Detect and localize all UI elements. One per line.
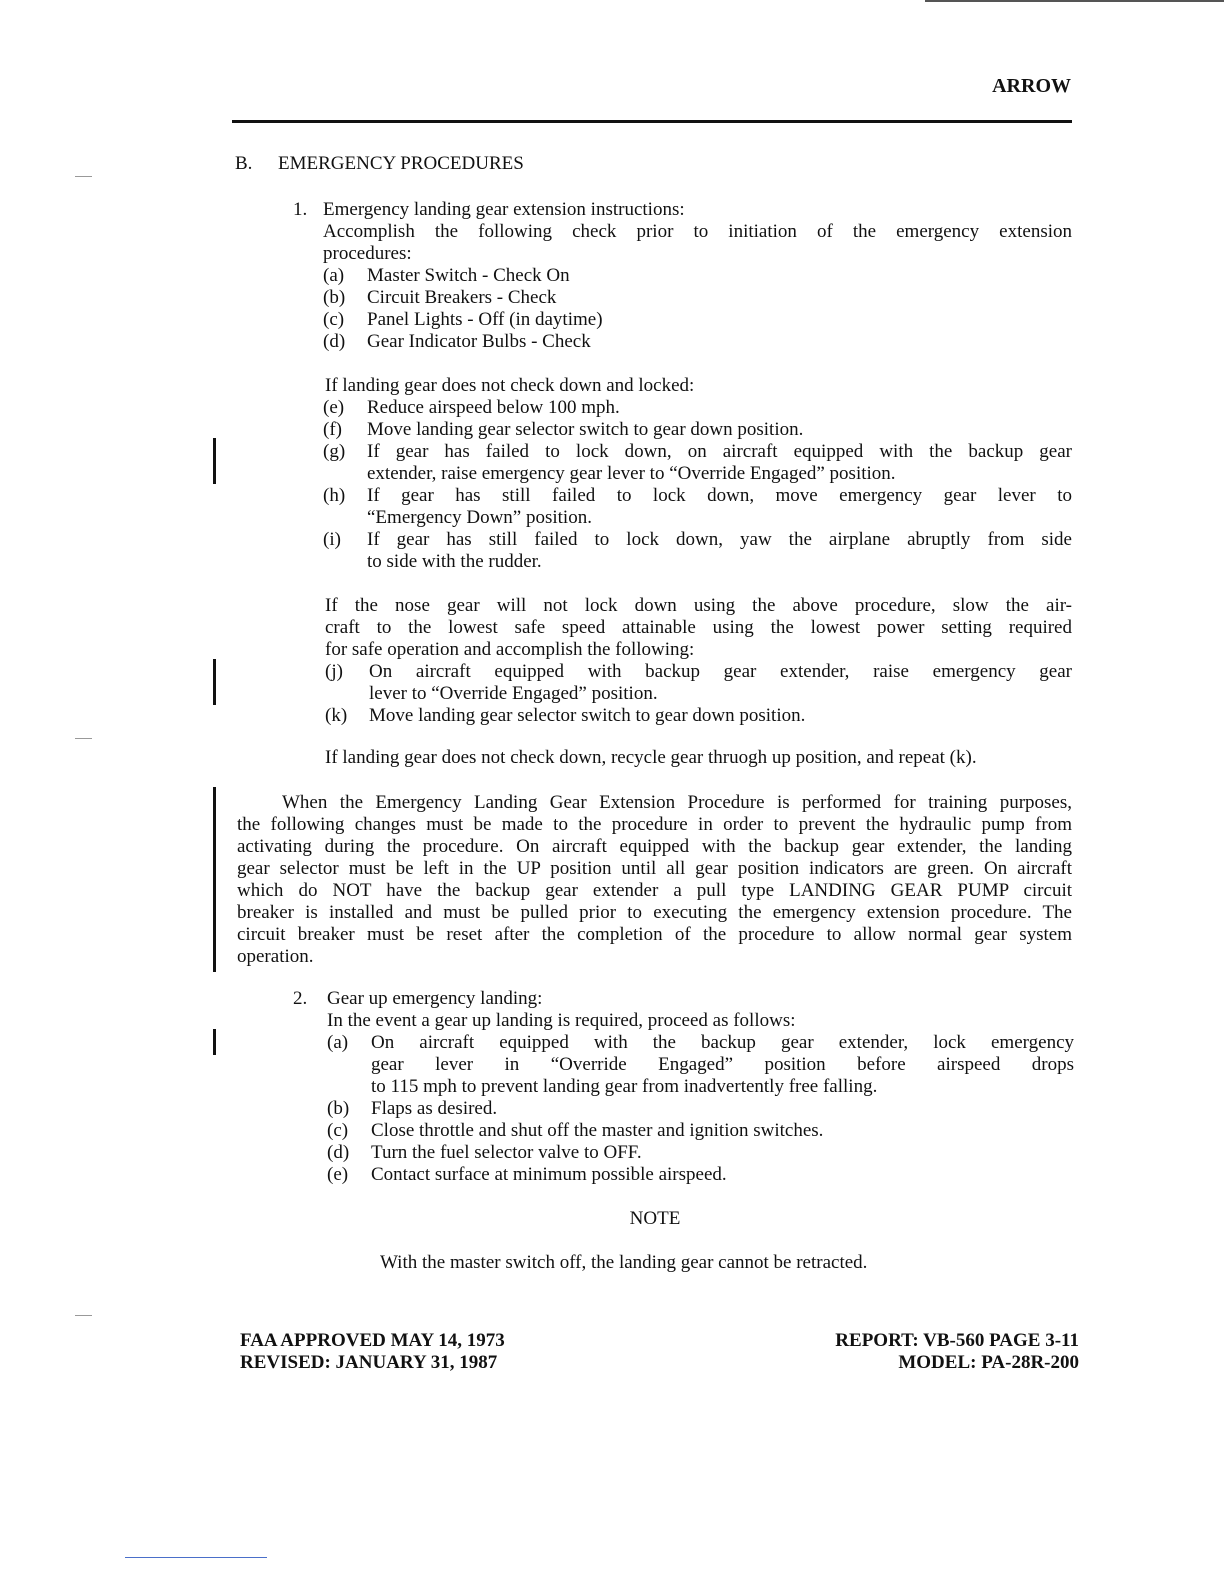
item-label: (h) <box>323 485 346 506</box>
footer-approval: FAA APPROVED MAY 14, 1973 <box>240 1330 505 1351</box>
check-text: Circuit Breakers - Check <box>367 287 557 308</box>
item-text: Close throttle and shut off the master and ignition switches. <box>371 1120 824 1141</box>
item-label: (a) <box>327 1032 349 1053</box>
item-label: (e) <box>327 1164 349 1185</box>
step-number: 1. <box>293 199 308 220</box>
header-title: ARROW <box>992 75 1071 97</box>
margin-tick <box>75 738 92 739</box>
note-heading: NOTE <box>629 1208 681 1229</box>
step-intro-line: Accomplish the following check prior to initiation of the emergency extension <box>323 221 1072 242</box>
condition-text: If landing gear does not check down and locked: <box>325 375 695 396</box>
training-line: which do NOT have the backup gear extender a pull type LANDING GEAR PUMP circuit <box>237 880 1072 901</box>
check-text: Gear Indicator Bulbs - Check <box>367 331 591 352</box>
item-text: gear lever in “Override Engaged” position before airspeed drops <box>371 1054 1074 1075</box>
step-intro-line: In the event a gear up landing is required, proceed as follows: <box>327 1010 796 1031</box>
item-text: Move landing gear selector switch to gear down position. <box>367 419 804 440</box>
revision-bar <box>213 787 216 972</box>
training-line: activating during the procedure. On aircraft equipped with the backup gear extender, the landing <box>237 836 1072 857</box>
section-title: EMERGENCY PROCEDURES <box>278 153 524 174</box>
item-text: On aircraft equipped with backup gear extender, raise emergency gear <box>369 661 1072 682</box>
check-text: Master Switch - Check On <box>367 265 570 286</box>
item-text: to side with the rudder. <box>367 551 542 572</box>
bottom-scan-line <box>125 1557 267 1558</box>
item-text: Move landing gear selector switch to gear down position. <box>369 705 806 726</box>
item-label: (g) <box>323 441 346 462</box>
check-label: (b) <box>323 287 346 308</box>
step-title: Gear up emergency landing: <box>327 988 543 1009</box>
item-text: Turn the fuel selector valve to OFF. <box>371 1142 642 1163</box>
item-label: (k) <box>325 705 348 726</box>
item-text: If gear has failed to lock down, on aircraft equipped with the backup gear <box>367 441 1072 462</box>
item-label: (b) <box>327 1098 350 1119</box>
check-label: (a) <box>323 265 345 286</box>
step-title: Emergency landing gear extension instructions: <box>323 199 685 220</box>
header-rule <box>232 120 1072 123</box>
step-intro-line: procedures: <box>323 243 412 264</box>
nose-gear-line: craft to the lowest safe speed attainable using the lowest power setting required <box>325 617 1072 638</box>
item-label: (d) <box>327 1142 350 1163</box>
item-label: (j) <box>325 661 343 682</box>
training-line: When the Emergency Landing Gear Extension Procedure is performed for training purposes, <box>282 792 1072 813</box>
footer-revised: REVISED: JANUARY 31, 1987 <box>240 1352 498 1373</box>
nose-gear-line: for safe operation and accomplish the following: <box>325 639 695 660</box>
revision-bar <box>213 438 216 484</box>
top-scan-line <box>925 0 1224 2</box>
item-label: (e) <box>323 397 345 418</box>
item-text: Flaps as desired. <box>371 1098 498 1119</box>
item-text: to 115 mph to prevent landing gear from inadvertently free falling. <box>371 1076 878 1097</box>
item-label: (i) <box>323 529 341 550</box>
note-text: With the master switch off, the landing gear cannot be retracted. <box>380 1252 868 1273</box>
training-line: circuit breaker must be reset after the completion of the procedure to allow normal gear system <box>237 924 1072 945</box>
check-label: (c) <box>323 309 345 330</box>
recycle-text: If landing gear does not check down, recycle gear thruogh up position, and repeat (k). <box>325 747 977 768</box>
item-text: extender, raise emergency gear lever to “Override Engaged” position. <box>367 463 896 484</box>
item-text: On aircraft equipped with the backup gear extender, lock emergency <box>371 1032 1074 1053</box>
footer-report: REPORT: VB-560 PAGE 3-11 <box>835 1330 1079 1351</box>
item-text: lever to “Override Engaged” position. <box>369 683 658 704</box>
item-label: (f) <box>323 419 342 440</box>
training-line: breaker is installed and must be pulled prior to executing the emergency extension procedure. The <box>237 902 1072 923</box>
training-line: the following changes must be made to the procedure in order to prevent the hydraulic pump from <box>237 814 1072 835</box>
margin-tick <box>75 1315 92 1316</box>
item-text: Reduce airspeed below 100 mph. <box>367 397 620 418</box>
item-text: If gear has still failed to lock down, yaw the airplane abruptly from side <box>367 529 1072 550</box>
check-text: Panel Lights - Off (in daytime) <box>367 309 603 330</box>
nose-gear-line: If the nose gear will not lock down using the above procedure, slow the air- <box>325 595 1072 616</box>
item-text: If gear has still failed to lock down, move emergency gear lever to <box>367 485 1072 506</box>
item-label: (c) <box>327 1120 349 1141</box>
item-text: Contact surface at minimum possible airspeed. <box>371 1164 727 1185</box>
revision-bar <box>213 659 216 705</box>
revision-bar <box>213 1029 216 1055</box>
check-label: (d) <box>323 331 346 352</box>
item-text: “Emergency Down” position. <box>367 507 592 528</box>
margin-tick <box>75 176 92 177</box>
section-letter: B. <box>235 153 253 174</box>
training-line: operation. <box>237 946 314 967</box>
footer-model: MODEL: PA-28R-200 <box>898 1352 1079 1373</box>
step-number: 2. <box>293 988 308 1009</box>
training-line: gear selector must be left in the UP position until all gear position indicators are green. On aircraft <box>237 858 1072 879</box>
